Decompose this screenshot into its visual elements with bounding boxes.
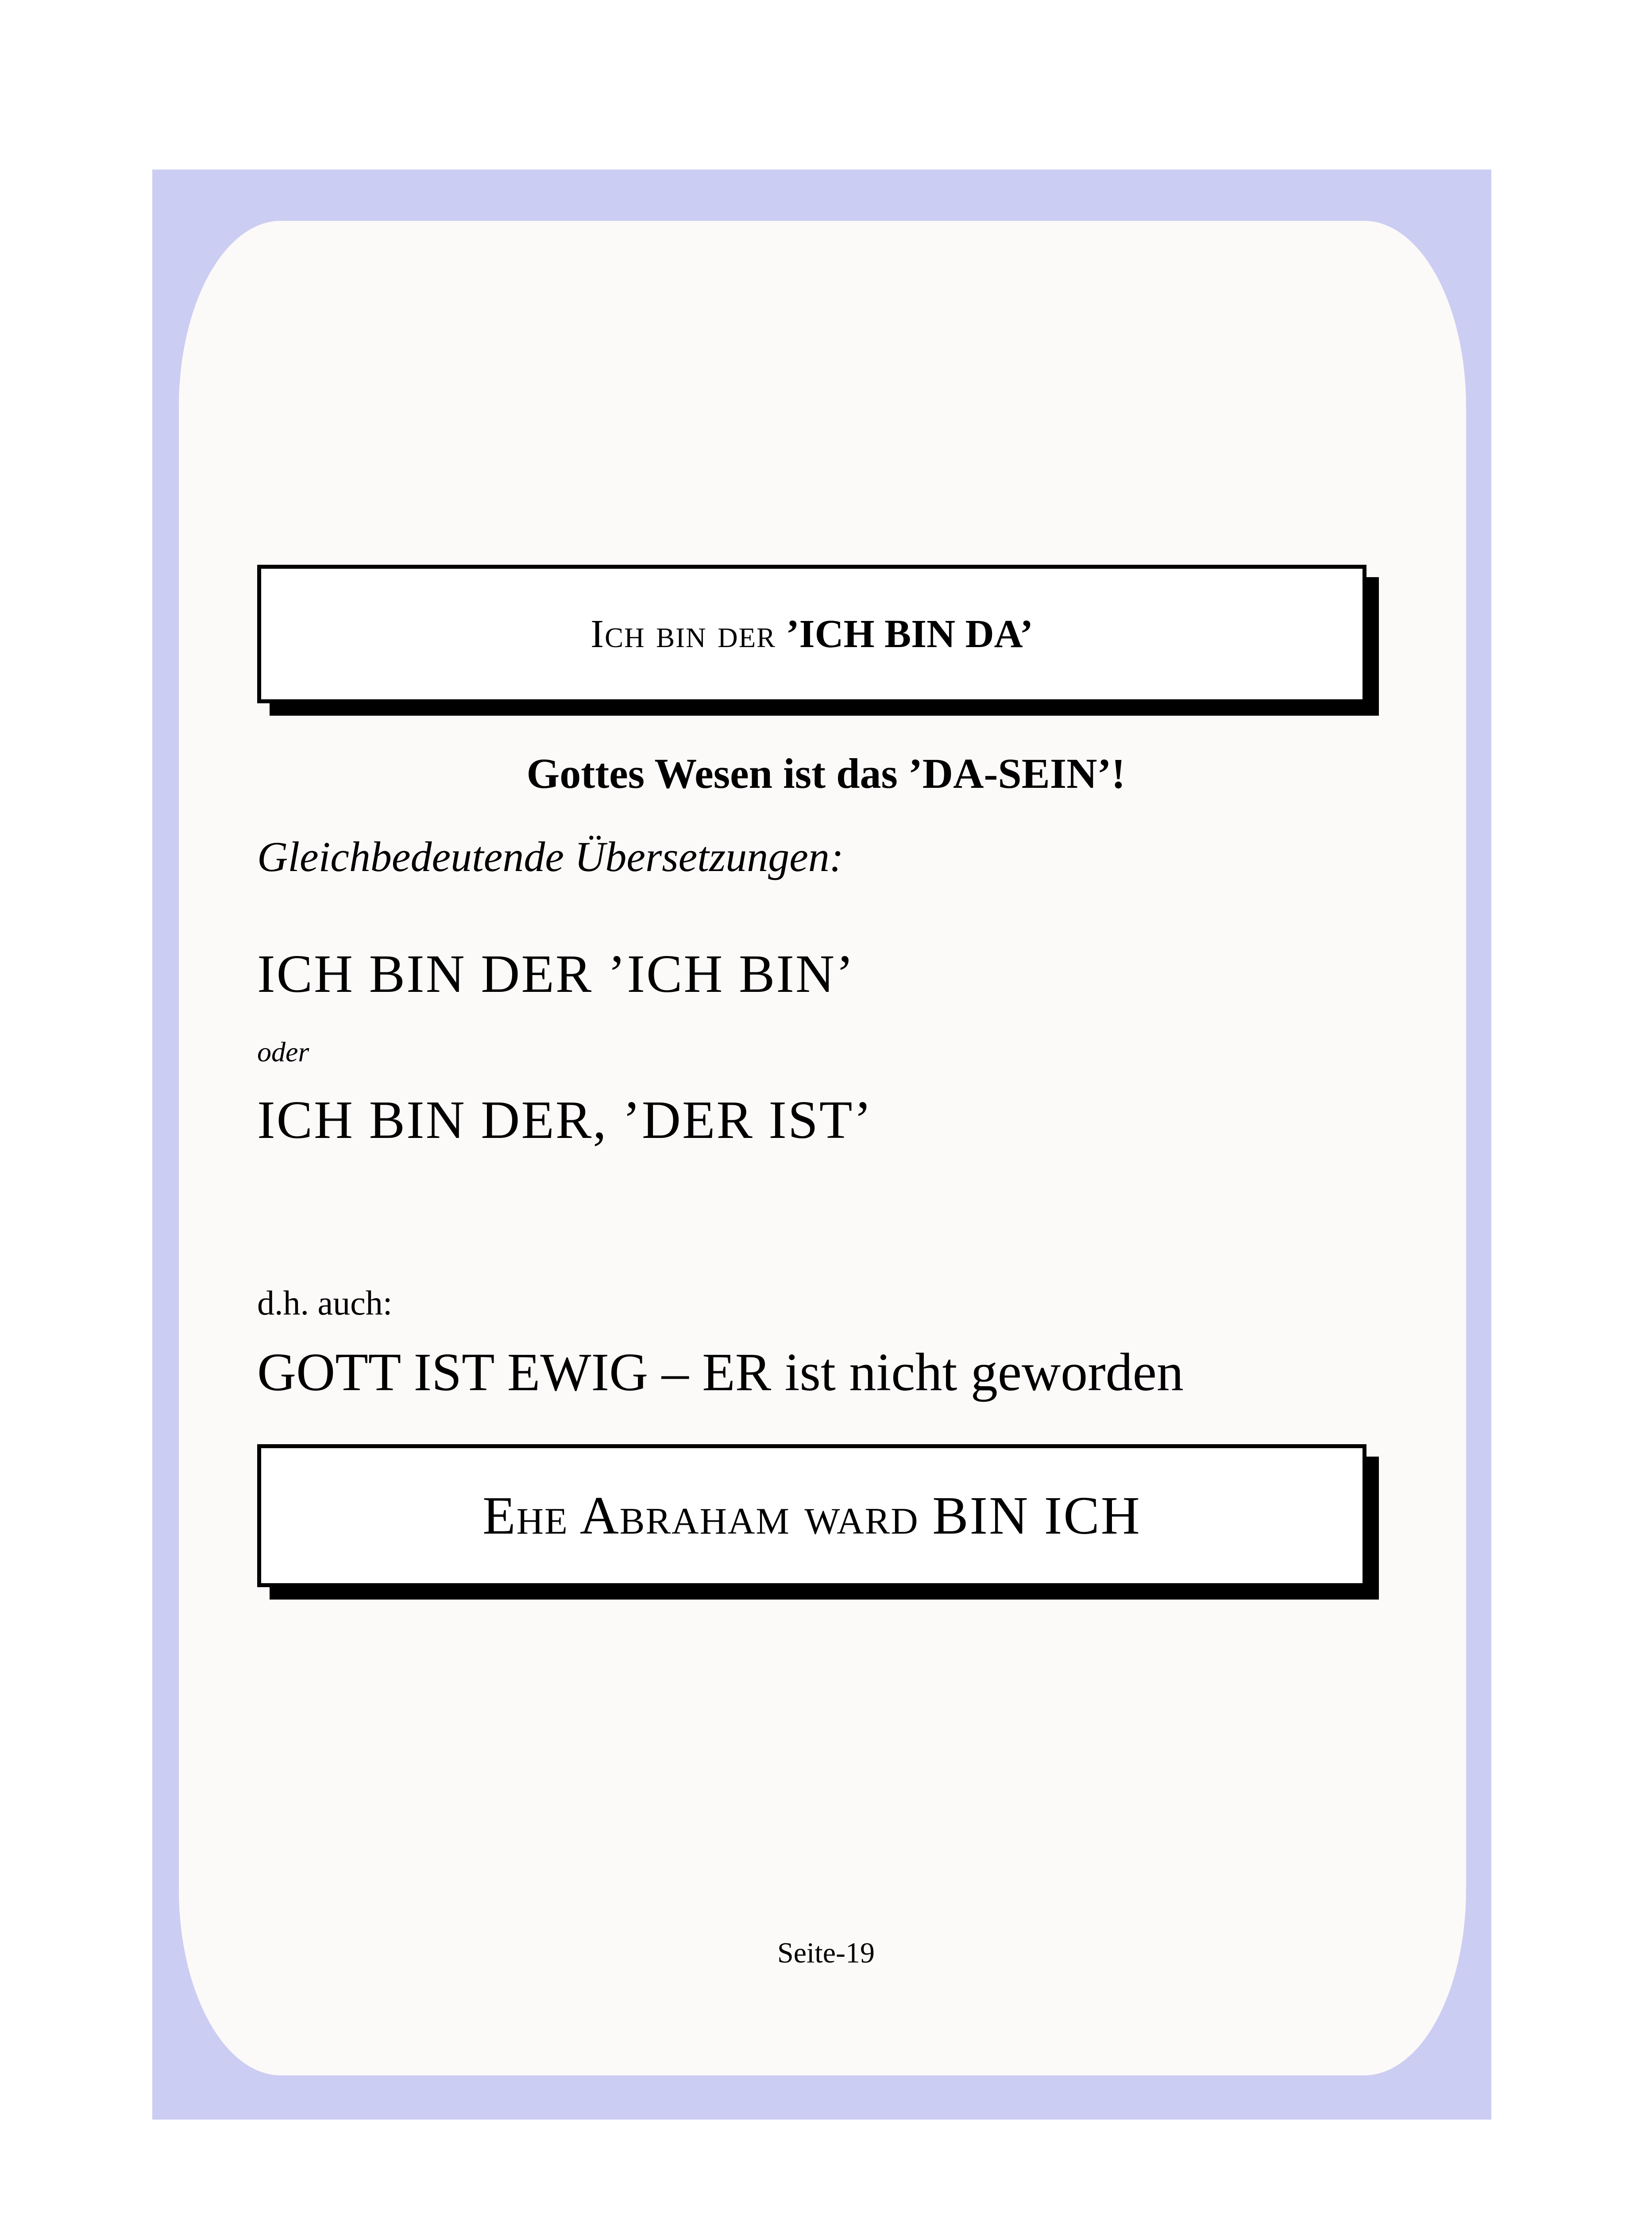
subtitle: Gottes Wesen ist das ’DA-SEIN’! xyxy=(526,750,1126,797)
gott-statement: GOTT IST EWIG – ER ist nicht geworden xyxy=(257,1342,1184,1402)
oder-label: oder xyxy=(257,1036,309,1068)
translations-label: Gleichbedeutende Übersetzungen: xyxy=(257,833,844,880)
footer-box-emphasis: BIN ICH xyxy=(932,1485,1141,1546)
translation-1: ICH BIN DER ’ICH BIN’ xyxy=(257,944,855,1004)
translation-2: ICH BIN DER, ’DER IST’ xyxy=(257,1090,873,1150)
footer-box-lead: Ehe Abraham ward xyxy=(482,1485,919,1546)
header-box xyxy=(257,565,1366,703)
header-box-emphasis: ’ICH BIN DA’ xyxy=(786,612,1033,656)
footer-box xyxy=(257,1444,1366,1587)
page-number: Seite-19 xyxy=(777,1937,875,1969)
header-box-lead: Ich bin der xyxy=(591,612,776,656)
dh-label: d.h. auch: xyxy=(257,1284,393,1322)
